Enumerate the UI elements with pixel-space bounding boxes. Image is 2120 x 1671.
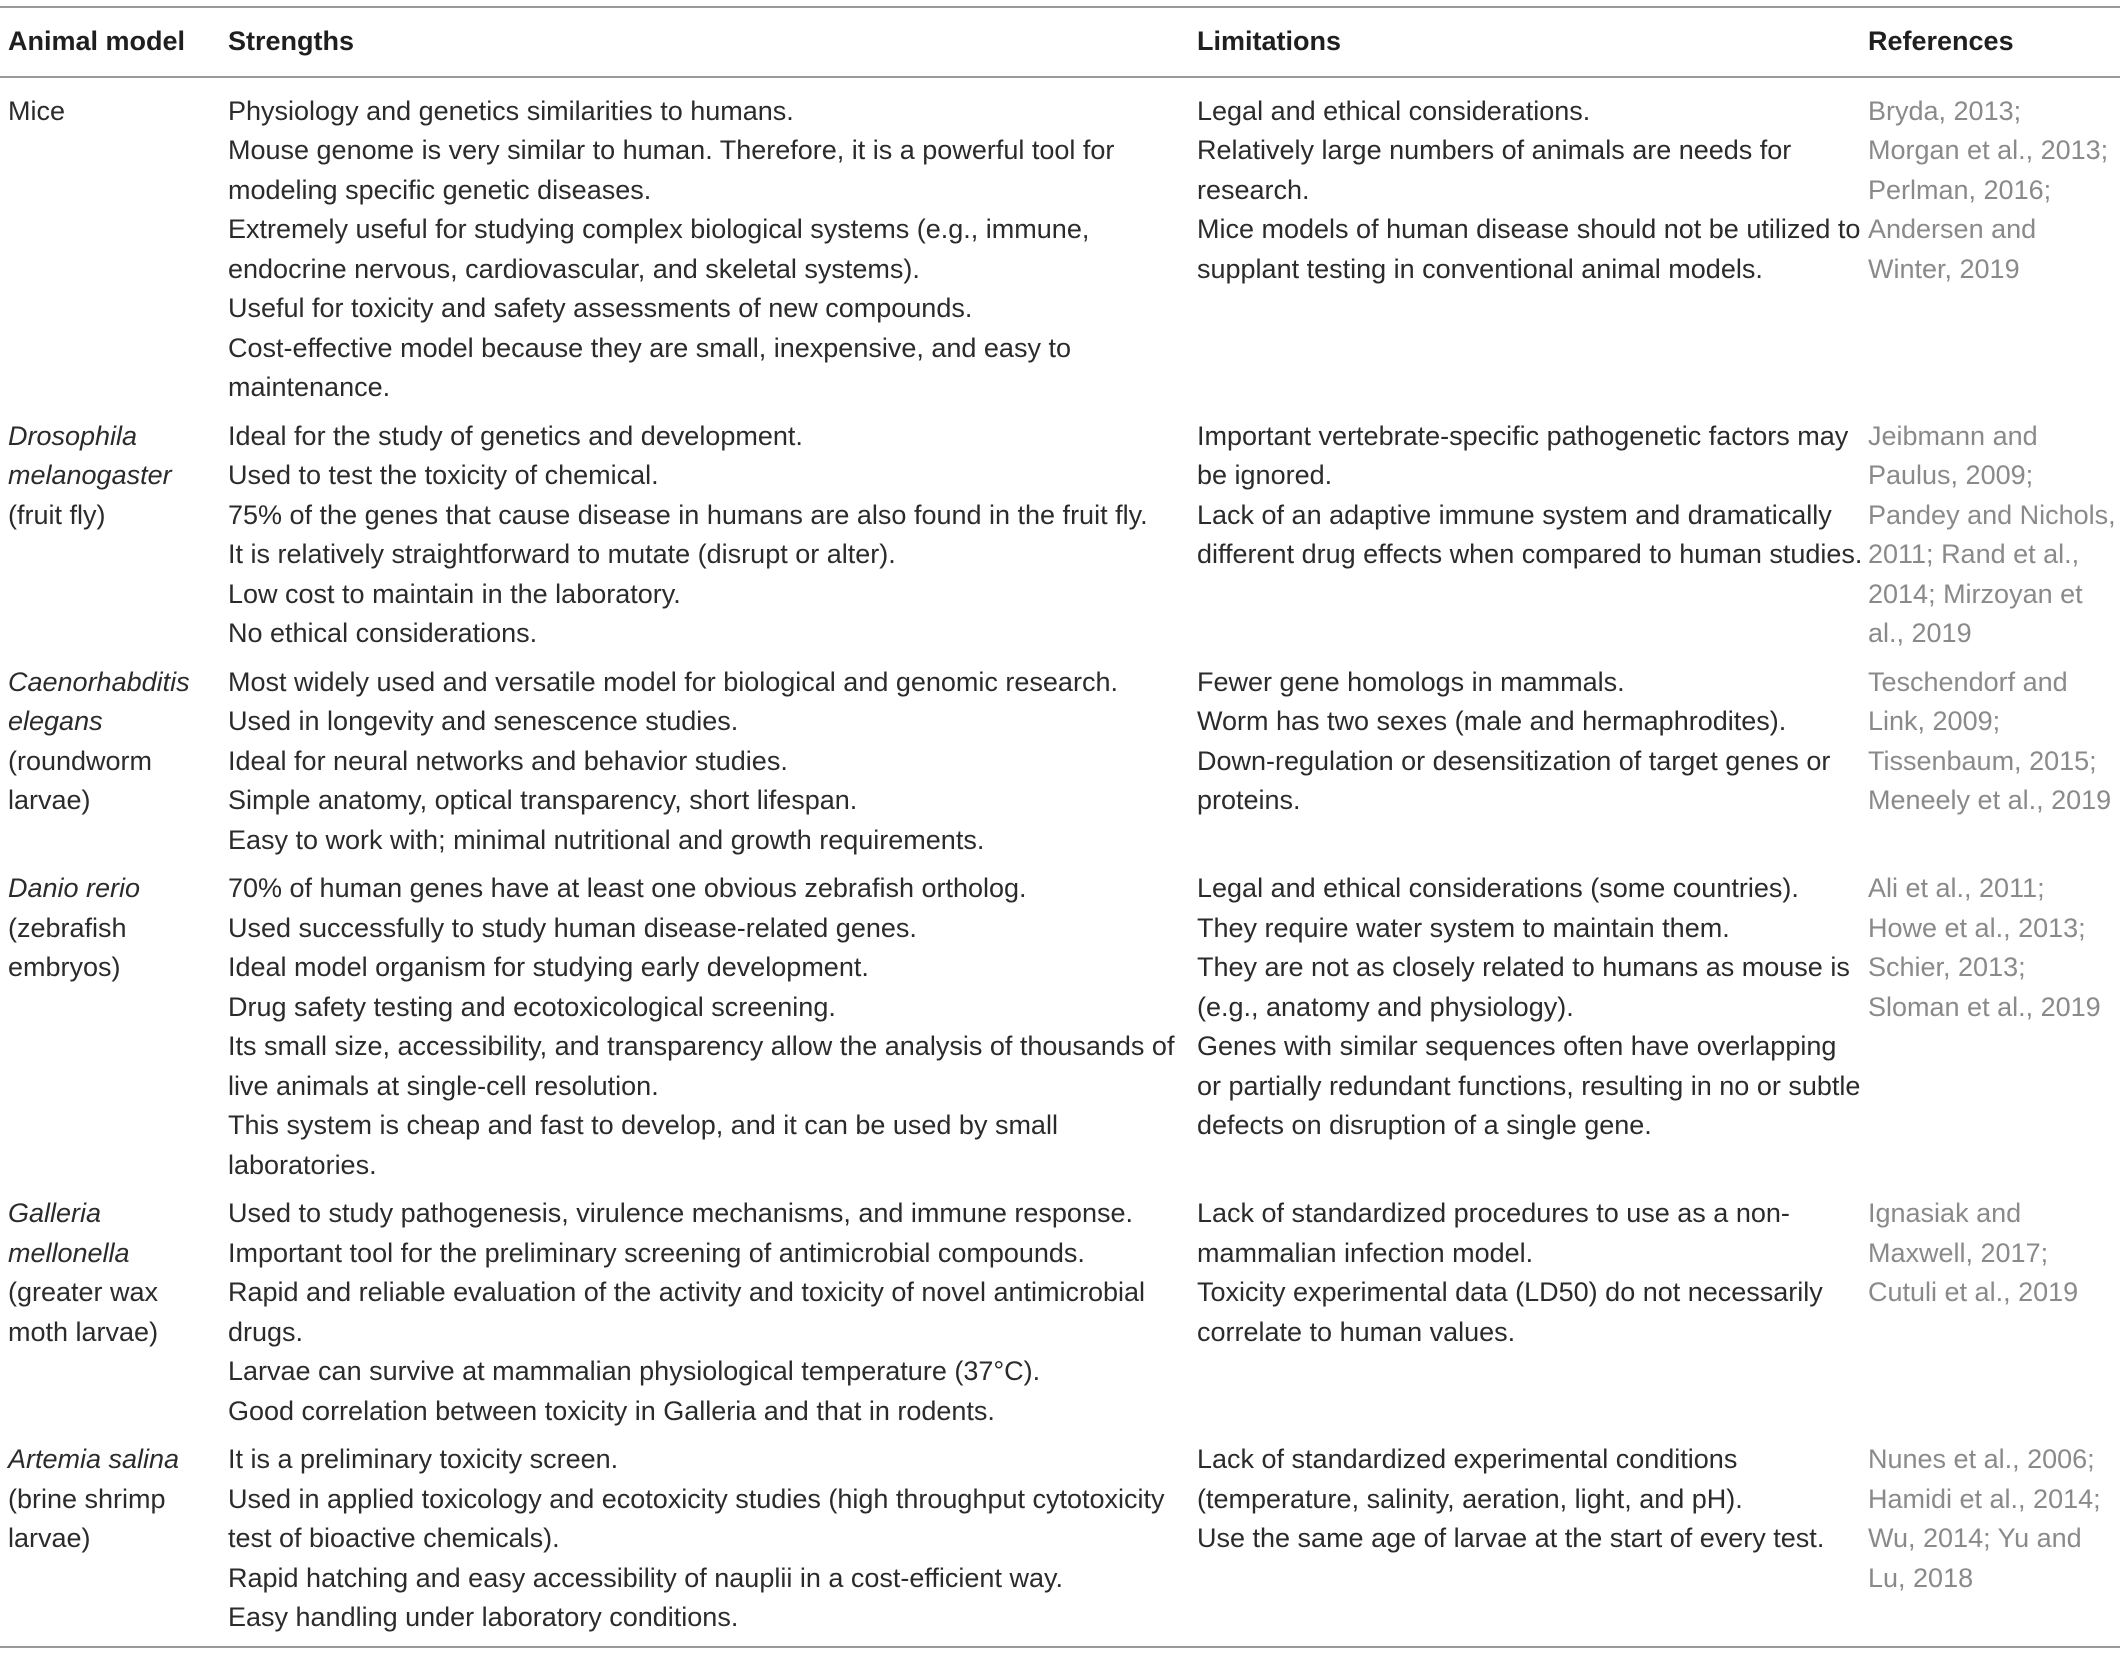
references-cell: Bryda, 2013; Morgan et al., 2013; Perlman, 2016; Andersen and Winter, 2019 xyxy=(1868,95,2109,284)
limitation-item: Lack of an adaptive immune system and dramatically different drug effects when compared to human studies. xyxy=(1197,499,1863,569)
limitation-item: Relatively large numbers of animals are needs for research. xyxy=(1197,135,1792,205)
strength-item: Its small size, accessibility, and transparency allow the analysis of thousands of live animals at single-cell resolution. xyxy=(228,1031,1175,1101)
strength-item: Ideal for the study of genetics and development. xyxy=(228,420,803,451)
strength-item: Mouse genome is very similar to human. Therefore, it is a powerful tool for modeling specific genetic diseases. xyxy=(228,135,1115,205)
references-cell: Teschendorf and Link, 2009; Tissenbaum, 2015; Meneely et al., 2019 xyxy=(1868,666,2112,815)
header-row xyxy=(0,7,2120,77)
strength-item: Used in applied toxicology and ecotoxicity studies (high throughput cytotoxicity test of bioactive chemicals). xyxy=(228,1483,1165,1553)
strength-item: This system is cheap and fast to develop, and it can be used by small laboratories. xyxy=(228,1110,1058,1180)
animal-model-cell xyxy=(0,77,224,408)
strength-item: Low cost to maintain in the laboratory. xyxy=(228,578,681,609)
animal-model-common-name: (fruit fly) xyxy=(8,499,106,530)
references-cell: Ali et al., 2011; Howe et al., 2013; Schier, 2013; Sloman et al., 2019 xyxy=(1868,873,2101,1022)
animal-model-cell xyxy=(0,408,224,654)
animal-models-table xyxy=(0,6,2120,1648)
strengths-cell xyxy=(224,408,1193,654)
animal-model-common-name: (brine shrimp larvae) xyxy=(8,1483,166,1553)
animal-model-scientific-name: Caenorhabditis elegans xyxy=(8,666,190,736)
animal-models-table-container xyxy=(0,6,2120,1648)
table-body xyxy=(0,77,2120,1647)
animal-model-common-name: (roundworm larvae) xyxy=(8,745,153,815)
strength-item: Larvae can survive at mammalian physiological temperature (37°C). xyxy=(228,1356,1041,1386)
strength-item: Extremely useful for studying complex biological systems (e.g., immune, endocrine nervous, cardiovascular, and skeletal systems). xyxy=(228,214,1090,284)
animal-model-scientific-name: Artemia salina xyxy=(8,1444,180,1474)
animal-model-name: Mice xyxy=(8,95,66,126)
strengths-cell xyxy=(224,1431,1193,1647)
limitation-item: They require water system to maintain them. xyxy=(1197,912,1730,943)
strength-item: Rapid and reliable evaluation of the activity and toxicity of novel antimicrobial drugs. xyxy=(228,1277,1146,1347)
limitation-item: Legal and ethical considerations. xyxy=(1197,95,1591,126)
strength-item: Ideal for neural networks and behavior studies. xyxy=(228,745,788,776)
references-cell: Jeibmann and Paulus, 2009; Pandey and Nichols, 2011; Rand et al., 2014; Mirzoyan et al., 2019 xyxy=(1868,420,2116,648)
strength-item: Most widely used and versatile model for biological and genomic research. xyxy=(228,666,1118,697)
limitation-item: Fewer gene homologs in mammals. xyxy=(1197,666,1625,697)
limitations-cell xyxy=(1193,1431,1866,1647)
limitation-item: Worm has two sexes (male and hermaphrodites). xyxy=(1197,706,1787,736)
strength-item: Cost-effective model because they are small, inexpensive, and easy to maintenance. xyxy=(228,332,1071,402)
limitation-item: Important vertebrate-specific pathogenetic factors may be ignored. xyxy=(1197,420,1849,490)
table-row xyxy=(0,1431,2120,1647)
header-strengths: Strengths xyxy=(224,7,1193,77)
limitation-item: Toxicity experimental data (LD50) do not necessarily correlate to human values. xyxy=(1197,1277,1823,1347)
strength-item: Used in longevity and senescence studies. xyxy=(228,706,739,736)
strength-item: Drug safety testing and ecotoxicological screening. xyxy=(228,991,836,1022)
animal-model-scientific-name: Danio rerio xyxy=(8,873,141,903)
strength-item: Used successfully to study human disease-related genes. xyxy=(228,912,917,943)
header-animal-model: Animal model xyxy=(0,7,224,77)
table-header xyxy=(0,7,2120,77)
limitation-item: Down-regulation or desensitization of target genes or proteins. xyxy=(1197,745,1831,815)
strength-item: 75% of the genes that cause disease in humans are also found in the fruit fly. xyxy=(228,499,1148,530)
limitation-item: Legal and ethical considerations (some countries). xyxy=(1197,873,1799,903)
strength-item: It is relatively straightforward to mutate (disrupt or alter). xyxy=(228,539,896,569)
references-cell: Nunes et al., 2006; Hamidi et al., 2014; Wu, 2014; Yu and Lu, 2018 xyxy=(1868,1444,2101,1593)
strength-item: Ideal model organism for studying early development. xyxy=(228,952,869,982)
animal-model-cell xyxy=(0,1185,224,1431)
animal-model-cell xyxy=(0,860,224,1185)
animal-model-scientific-name: Drosophila melanogaster xyxy=(8,420,172,490)
table-row xyxy=(0,408,2120,654)
header-limitations: Limitations xyxy=(1193,7,1866,77)
table-row xyxy=(0,860,2120,1185)
header-references: References xyxy=(1866,7,2120,77)
strength-item: Used to study pathogenesis, virulence mechanisms, and immune response. xyxy=(228,1198,1133,1228)
limitations-cell xyxy=(1193,408,1866,654)
strength-item: 70% of human genes have at least one obvious zebrafish ortholog. xyxy=(228,873,1027,903)
limitation-item: Genes with similar sequences often have overlapping or partially redundant functions, resulting in no or subtle defects on disruption of a single gene. xyxy=(1197,1031,1861,1140)
limitations-cell xyxy=(1193,77,1866,408)
limitation-item: Lack of standardized experimental conditions (temperature, salinity, aeration, light, and pH). xyxy=(1197,1444,1743,1514)
strength-item: Used to test the toxicity of chemical. xyxy=(228,460,659,490)
animal-model-cell xyxy=(0,654,224,861)
strength-item: Physiology and genetics similarities to humans. xyxy=(228,95,794,126)
limitations-cell xyxy=(1193,654,1866,861)
animal-model-scientific-name: Galleria mellonella xyxy=(8,1198,130,1268)
limitations-cell xyxy=(1193,860,1866,1185)
strength-item: Easy to work with; minimal nutritional and growth requirements. xyxy=(228,824,985,855)
strengths-cell xyxy=(224,860,1193,1185)
strength-item: Good correlation between toxicity in Galleria and that in rodents. xyxy=(228,1395,995,1426)
table-row xyxy=(0,654,2120,861)
table-row xyxy=(0,1185,2120,1431)
limitation-item: They are not as closely related to humans as mouse is (e.g., anatomy and physiology). xyxy=(1197,952,1850,1022)
limitations-cell xyxy=(1193,1185,1866,1431)
references-cell: Ignasiak and Maxwell, 2017; Cutuli et al., 2019 xyxy=(1868,1198,2079,1307)
animal-model-common-name: (zebrafish embryos) xyxy=(8,912,127,982)
strength-item: Easy handling under laboratory conditions. xyxy=(228,1602,739,1632)
strengths-cell xyxy=(224,1185,1193,1431)
limitation-item: Lack of standardized procedures to use as a non-mammalian infection model. xyxy=(1197,1198,1790,1268)
strength-item: It is a preliminary toxicity screen. xyxy=(228,1444,619,1474)
animal-model-common-name: (greater wax moth larvae) xyxy=(8,1277,159,1347)
strength-item: No ethical considerations. xyxy=(228,618,538,648)
limitation-item: Use the same age of larvae at the start of every test. xyxy=(1197,1523,1825,1553)
animal-model-cell xyxy=(0,1431,224,1647)
limitation-item: Mice models of human disease should not be utilized to supplant testing in conventional animal models. xyxy=(1197,214,1861,284)
strength-item: Useful for toxicity and safety assessments of new compounds. xyxy=(228,293,973,323)
strength-item: Important tool for the preliminary screening of antimicrobial compounds. xyxy=(228,1237,1085,1268)
table-row xyxy=(0,77,2120,408)
strengths-cell xyxy=(224,77,1193,408)
strength-item: Rapid hatching and easy accessibility of nauplii in a cost-efficient way. xyxy=(228,1562,1063,1593)
strengths-cell xyxy=(224,654,1193,861)
strength-item: Simple anatomy, optical transparency, short lifespan. xyxy=(228,785,858,815)
